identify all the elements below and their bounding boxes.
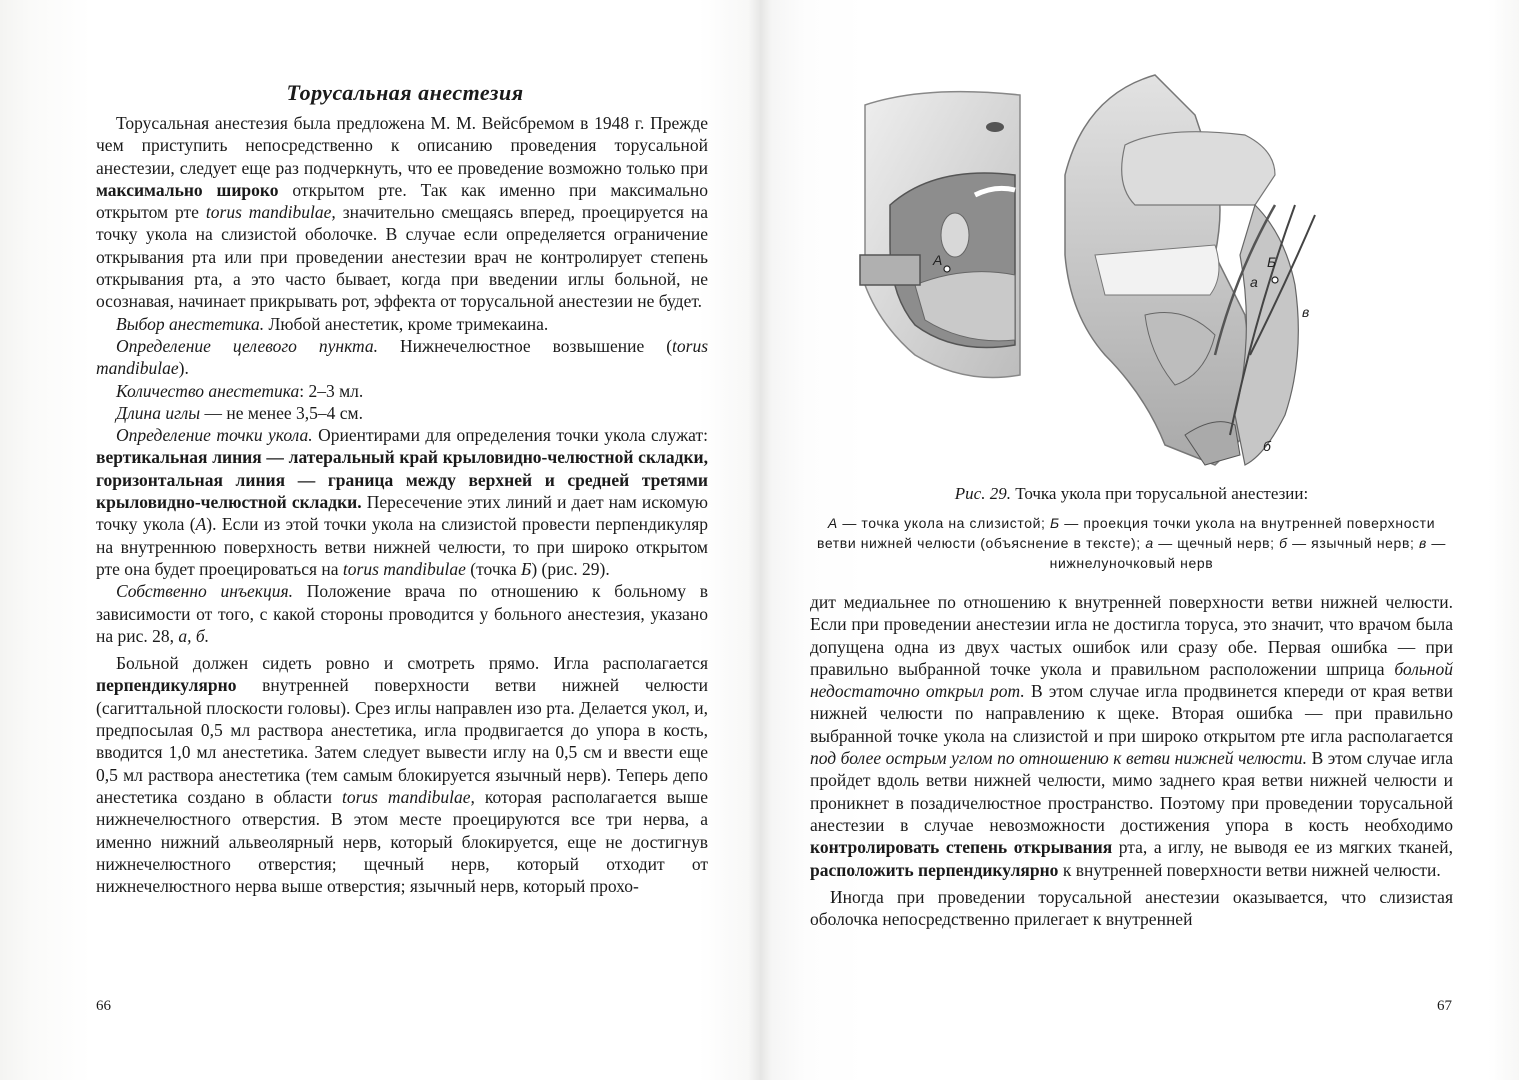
- right-page-text: [810, 591, 1453, 930]
- left-page-text: [96, 112, 708, 897]
- paragraph-needle-length: Длина иглы — не менее 3,5–4 см.: [116, 402, 363, 423]
- label-a: а: [1250, 274, 1258, 290]
- paragraph-target-point: Определение целевого пункта. Нижнечелюстное возвышение (torus mandibulae).: [96, 335, 709, 379]
- book-gutter: [748, 0, 772, 1080]
- label-b: б: [1263, 438, 1271, 454]
- label-B: Б: [1267, 254, 1277, 270]
- page-number-left: 66: [96, 998, 111, 1014]
- page-number-right: 67: [1437, 998, 1452, 1014]
- open-mouth-view: [860, 92, 1020, 378]
- paragraph-errors: дит медиальнее по отношению к внутренней поверхности ветви нижней челюсти. Если при проведении анестезии игла не достигла торуса, это значит, что врачом была допущена одна из двух частых ошибок или сразу обе. Первая ошибка — при правильно выбранной точке укола и правильном расположении шприца больной недостаточно открыл рот. В этом случае игла продвинется кпереди от края ветви нижней челюсти по направлению к щеке. Вторая ошибка — при правильно выбранной точке укола на слизистой и при широко открытом рте игла располагается под более острым углом по отношению к ветви нижней челюсти. В этом случае игла пройдет вдоль ветви нижней челюсти, мимо заднего края ветви нижней челюсти и проникнет в позадичелюстное пространство. Поэтому при проведении торусальной анестезии в случае невозможности достижения упора в кость необходимо контролировать степень открывания рта, а иглу, не выводя ее из мягких тканей, расположить перпендикулярно к внутренней поверхности ветви нижней челюсти.: [810, 592, 1454, 880]
- sagittal-section-view: [1065, 75, 1315, 465]
- paragraph-anesthetic-choice: Выбор анестетика. Любой анестетик, кроме тримекаина.: [116, 313, 549, 334]
- anatomy-figure: [855, 55, 1375, 475]
- paragraph-mucosa: Иногда при проведении торусальной анестезии оказывается, что слизистая оболочка непосредственно прилегает к внутренней: [810, 886, 1453, 930]
- label-A: А: [933, 252, 943, 268]
- paragraph-intro: Торусальная анестезия была предложена М. М. Вейсбремом в 1948 г. Прежде чем приступить непосредственно к описанию проведения торусальной анестезии, следует еще раз подчеркнуть, что ее проведение возможно только при максимально широко открытом рте. Так как именно при максимально открытом рте torus mandibulae, значительно смещаясь вперед, проецируется на точку укола на слизистой оболочке. В случае если определяется ограничение открывания рта или при проведении анестезии врач не контролирует степень открывания рта, а это часто бывает, когда при введении иглы больной, не осознавая, начинает прикрывать рот, эффекта от торусальной анестезии не будет.: [96, 113, 709, 312]
- paragraph-amount: Количество анестетика: 2–3 мл.: [116, 380, 364, 401]
- figure-caption-legend: А — точка укола на слизистой; Б — проекция точки укола на внутренней поверхности ветви нижней челюсти (объяснение в тексте); а — щечный нерв; б — язычный нерв; в — нижнелуночковый нерв: [816, 515, 1447, 571]
- label-v: в: [1302, 304, 1310, 320]
- figure-caption-title: Рис. 29. Точка укола при торусальной анестезии:: [954, 484, 1309, 503]
- paragraph-injection-point: Определение точки укола. Ориентирами для определения точки укола служат: вертикальная линия — латеральный край крыловидно-челюстной складки, горизонтальная линия — граница между верхней и средней третями крыловидно-челюстной складки. Пересечение этих линий и дает нам искомую точку укола (А). Если из этой точки укола на слизистой провести перпендикуляр на внутреннюю поверхность ветви нижней челюсти, то при широко открытом рте она будет проецироваться на torus mandibulae (точка Б) (рис. 29).: [96, 425, 708, 579]
- paragraph-procedure: Больной должен сидеть ровно и смотреть прямо. Игла располагается перпендикулярно внутренней поверхности ветви нижней челюсти (сагиттальной плоскости головы). Срез иглы направлен изо рта. Делается укол, и, предпосылая 0,5 мл раствора анестетика, игла продвигается до упора в кость, вводится 1,0 мл анестетика. Затем следует вывести иглу на 0,5 см и ввести еще 0,5 мл раствора анестетика (тем самым блокируется язычный нерв). Теперь депо анестетика создано в области torus mandibulae, которая располагается выше нижнечелюстного отверстия. В этом месте проецируются все три нерва, а именно нижний альвеолярный нерв, который блокируется, еще не достигнув нижнечелюстного отверстия; щечный нерв, который отходит от нижнечелюстного нерва выше отверстия; язычный нерв, который прохо-: [96, 653, 708, 897]
- paragraph-injection: Собственно инъекция. Положение врача по отношению к больному в зависимости от того, с какой стороны проводится у больного анестезия, указано на рис. 28, а, б.: [96, 581, 708, 646]
- section-title: Торусальная анестезия: [286, 80, 524, 105]
